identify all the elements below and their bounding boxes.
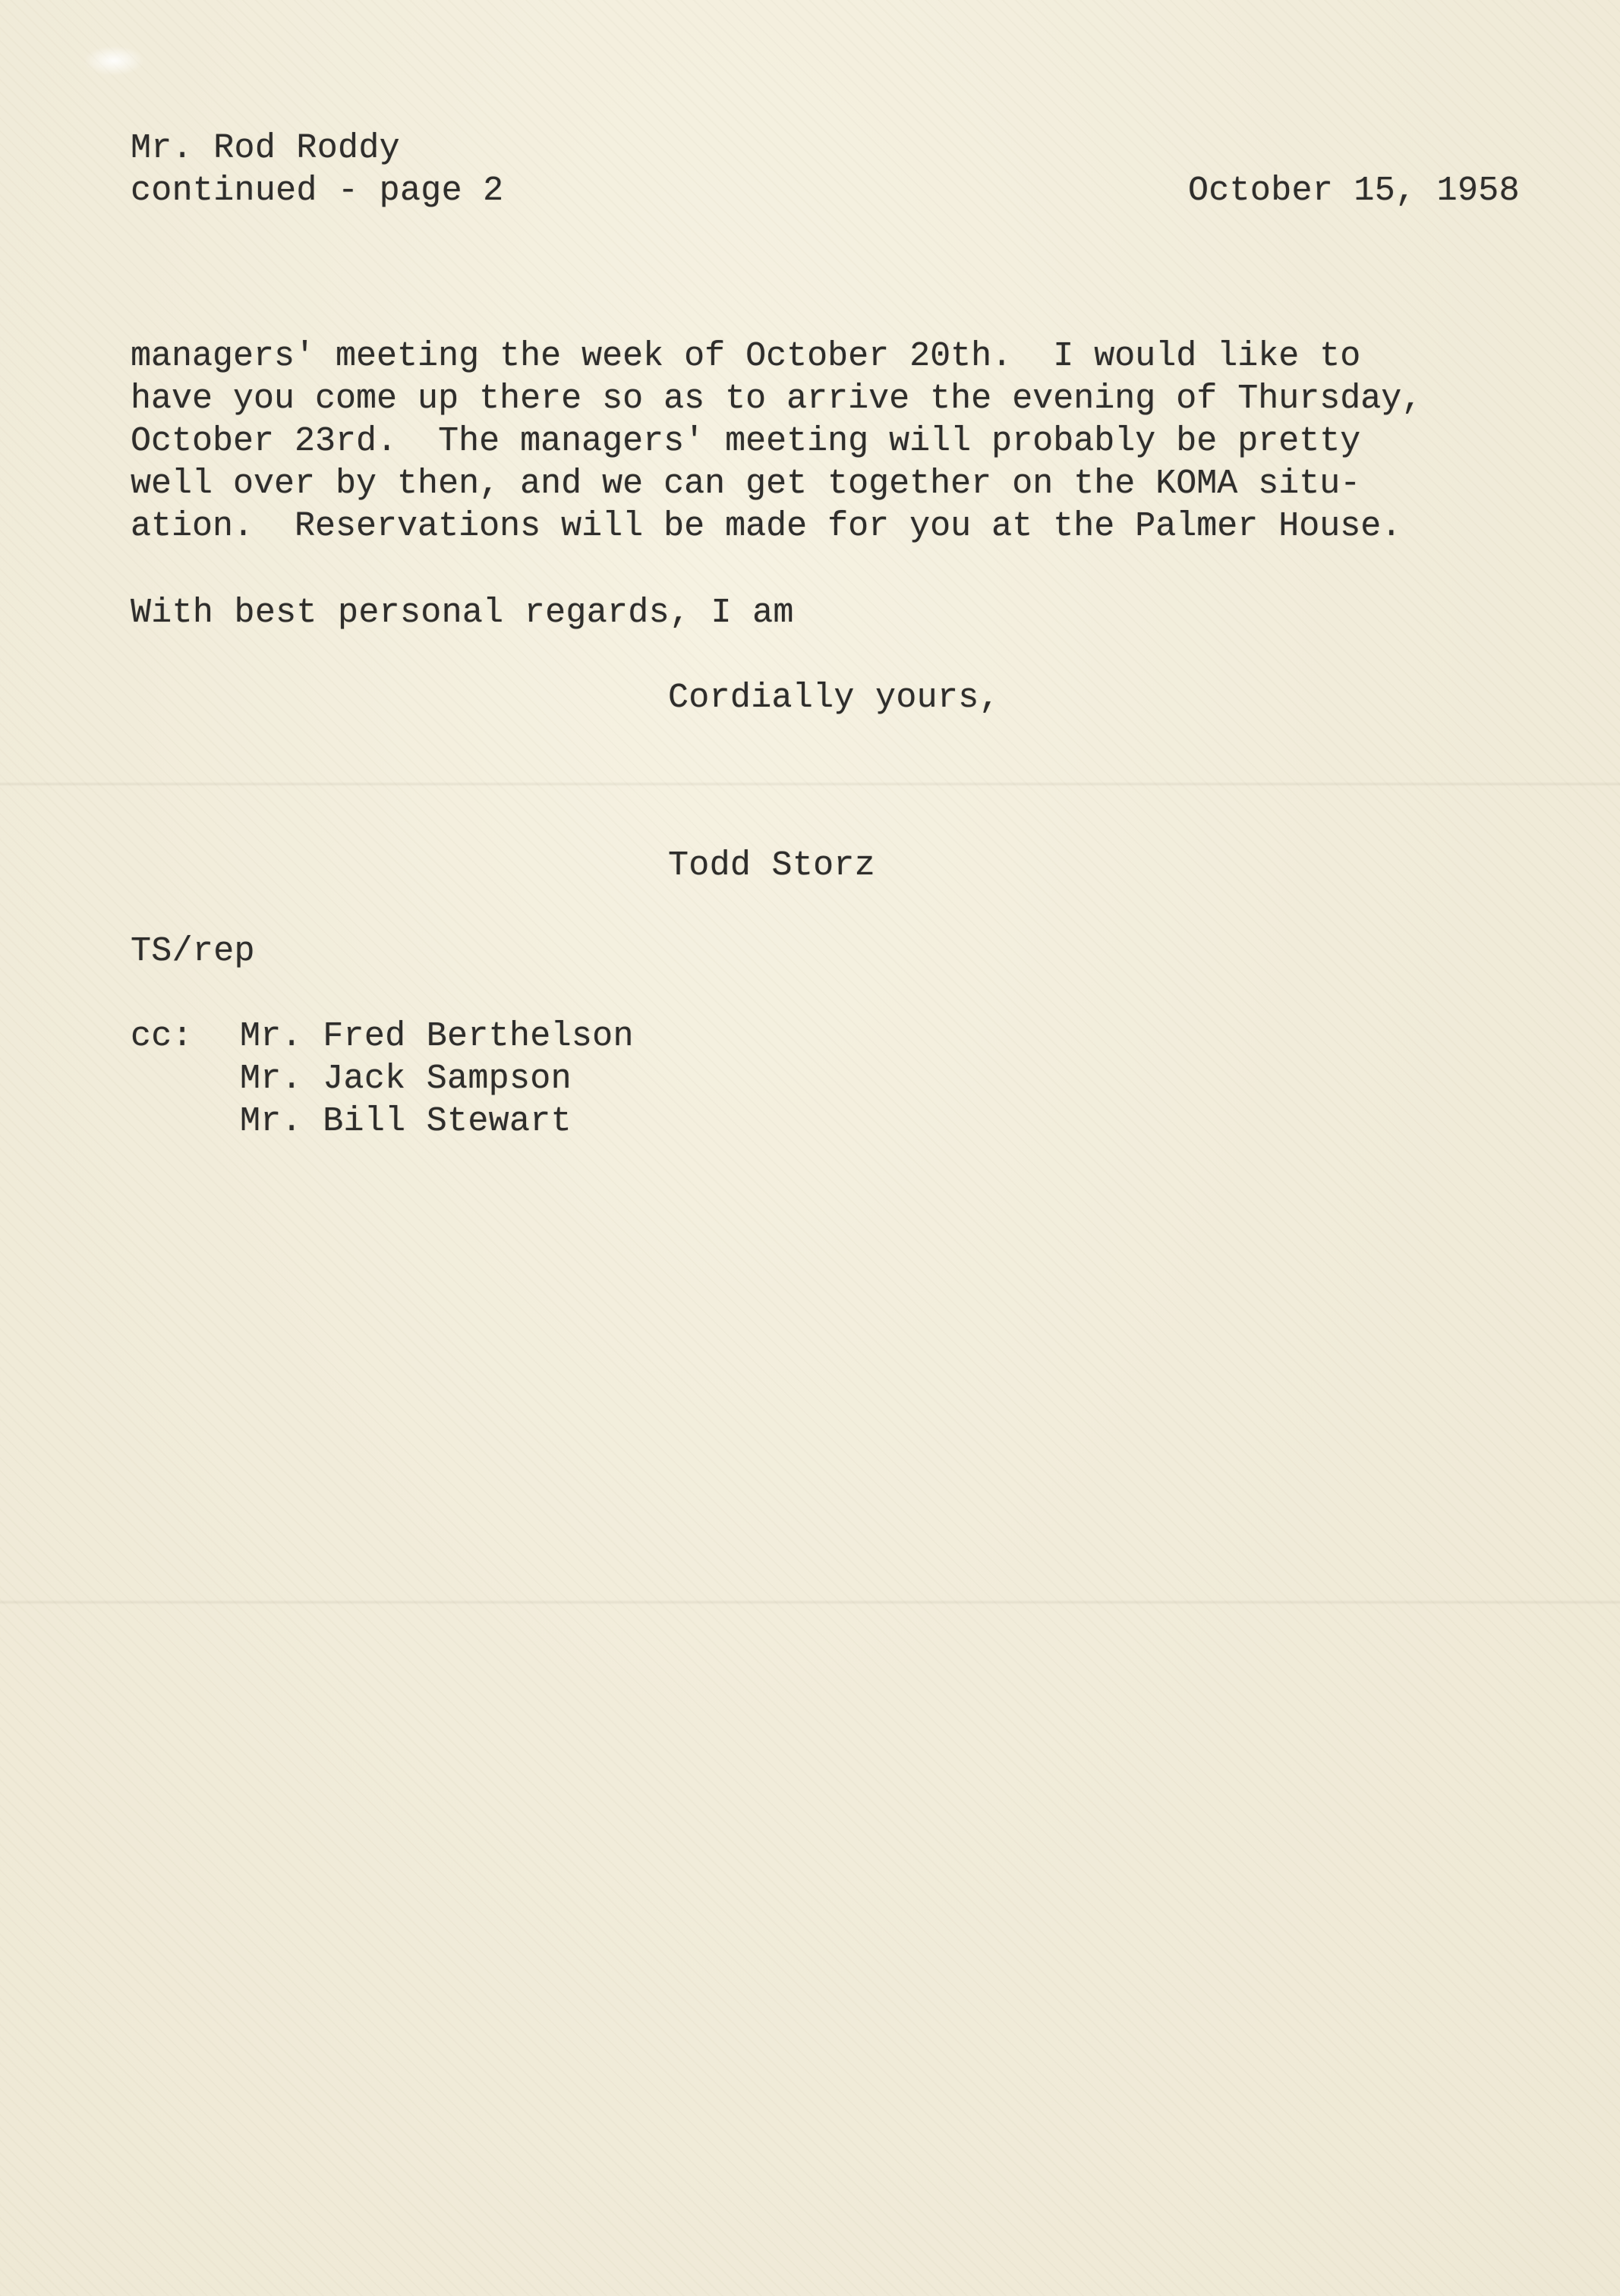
- recipient-name: Mr. Rod Roddy: [131, 129, 400, 168]
- paper-fold-line: [0, 1600, 1620, 1605]
- typist-initials: TS/rep: [131, 932, 255, 971]
- body-line: October 23rd. The managers' meeting will probably be pretty: [131, 422, 1361, 461]
- regards-line: With best personal regards, I am: [131, 594, 794, 632]
- body-line: well over by then, and we can get together on the KOMA situ-: [131, 465, 1361, 503]
- paper-fold-line: [0, 782, 1620, 786]
- cc-label: cc:: [131, 1017, 193, 1056]
- paper-damage-mark: [84, 46, 144, 76]
- cc-recipient: Mr. Bill Stewart: [240, 1102, 572, 1141]
- body-line: ation. Reservations will be made for you at the Palmer House.: [131, 507, 1402, 546]
- closing-line: Cordially yours,: [668, 679, 1000, 717]
- cc-recipient: Mr. Jack Sampson: [240, 1060, 572, 1098]
- letter-date: October 15, 1958: [1188, 172, 1520, 210]
- body-line: have you come up there so as to arrive the evening of Thursday,: [131, 380, 1423, 418]
- continuation-note: continued - page 2: [131, 172, 504, 210]
- cc-recipient: Mr. Fred Berthelson: [240, 1017, 634, 1056]
- signature-name: Todd Storz: [668, 846, 876, 885]
- letter-body: [131, 335, 1535, 548]
- body-line: managers' meeting the week of October 20th. I would like to: [131, 337, 1361, 376]
